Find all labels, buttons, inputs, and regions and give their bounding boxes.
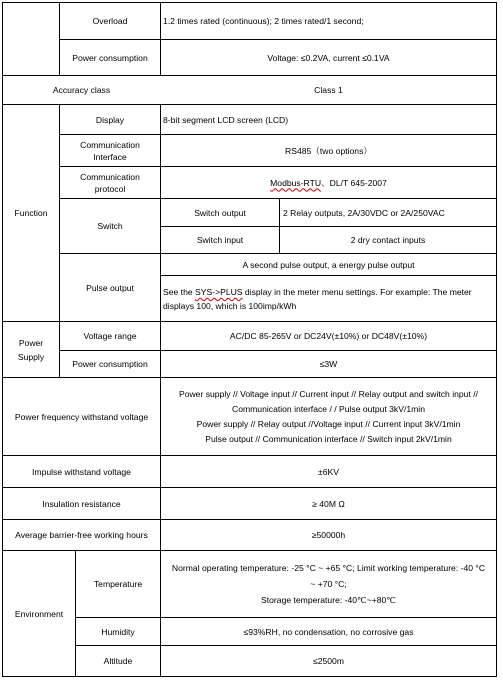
- overload-value: 1.2 times rated (continuous); 2 times rated/1 second;: [163, 16, 364, 26]
- altitude-value: ≤2500m: [313, 656, 344, 666]
- temperature-label: Temperature: [93, 579, 143, 589]
- environment-label: Environment: [14, 608, 64, 619]
- pulse-text-c: display in the meter menu settings. For example: The meter: [242, 287, 472, 297]
- switch-output-label: Switch output: [194, 207, 246, 218]
- table-border-bottom: [2, 676, 497, 677]
- switch-input-value: 2 dry contact inputs: [350, 235, 426, 245]
- switch-input-label: Switch input: [196, 235, 244, 245]
- function-label: Function: [14, 208, 48, 218]
- display-value: 8-bit segment LCD screen (LCD): [163, 114, 289, 125]
- display-label: Display: [95, 114, 125, 125]
- comm-interface-label-line2: Interface: [93, 151, 127, 162]
- power-supply-label: [3, 322, 59, 377]
- accuracy-class-value: Class 1: [314, 85, 343, 95]
- pulse-output-value-2: [161, 276, 494, 321]
- dlt-text: 、DL/T 645-2007: [321, 177, 387, 188]
- mtbf-value: ≥50000h: [311, 530, 346, 540]
- mtbf-label: Average barrier-free working hours: [15, 530, 148, 540]
- temperature-line-3: Storage temperature: -40℃~+80℃: [261, 595, 396, 605]
- switch-label: Switch: [97, 221, 123, 231]
- power-supply-label-line2: Supply: [17, 351, 45, 362]
- switch-output-value: 2 Relay outputs, 2A/30VDC or 2A/250VAC: [283, 207, 445, 218]
- pf-withstand-line-1: Power supply // Voltage input // Current input // Relay output and switch input //: [178, 388, 479, 399]
- comm-protocol-label-line1: Communication: [80, 171, 140, 182]
- power-supply-label-line1: Power: [18, 337, 44, 348]
- pf-withstand-line-4: Pulse output // Communication interface // Switch input 2kV/1min: [205, 433, 452, 444]
- power-consumption-supply-label: Power consumption: [72, 359, 148, 369]
- comm-interface-value: RS485（two options）: [285, 145, 372, 156]
- modbus-text: Modbus-RTU: [270, 177, 322, 188]
- temperature-line-2: ~ +70 °C;: [310, 579, 347, 589]
- comm-protocol-label-line2: protocol: [94, 183, 126, 194]
- power-consumption-label: Power consumption: [72, 52, 148, 63]
- pulse-text-a: See the: [163, 287, 196, 297]
- altitude-label: Altitude: [103, 656, 133, 666]
- comm-protocol-value: [161, 167, 496, 198]
- comm-protocol-label: [60, 167, 160, 198]
- humidity-label: Humidity: [101, 626, 135, 637]
- temperature-line-1: Normal operating temperature: -25 °C ~ +65 °C; Limit working temperature: -40 °C: [171, 563, 486, 573]
- pf-withstand-value: [161, 378, 496, 455]
- comm-interface-label: [60, 135, 160, 166]
- voltage-range-label: Voltage range: [83, 331, 137, 341]
- pf-withstand-line-3: Power supply // Relay output //Voltage input // Current input 3kV/1min: [196, 418, 461, 429]
- temperature-value: [161, 551, 496, 617]
- impulse-value: ±6KV: [318, 466, 339, 477]
- insulation-value: ≥ 40M Ω: [312, 498, 345, 509]
- accuracy-class-label: Accuracy class: [52, 85, 111, 95]
- humidity-value: ≤93%RH, no condensation, no corrosive gas: [243, 626, 414, 637]
- overload-label: Overload: [92, 16, 128, 26]
- sys-plus-text: SYS->PLUS: [195, 287, 243, 297]
- pulse-output-value-1: A second pulse output, a energy pulse output: [242, 259, 415, 270]
- power-consumption-value: Voltage: ≤0.2VA, current ≤0.1VA: [267, 52, 390, 63]
- impulse-label: Impulse withstand voltage: [32, 466, 131, 477]
- table-border-right: [496, 2, 497, 677]
- power-consumption-supply-value: ≤3W: [319, 359, 338, 369]
- pulse-output-label: Pulse output: [86, 282, 134, 293]
- pf-withstand-line-2: Communication interface / / Pulse output 3kV/1min: [232, 403, 425, 414]
- pulse-text-d: displays 100, which is 100imp/kWh: [163, 301, 297, 311]
- insulation-label: Insulation resistance: [42, 498, 121, 509]
- pf-withstand-label: Power frequency withstand voltage: [14, 411, 149, 422]
- comm-interface-label-line1: Communication: [80, 139, 140, 150]
- voltage-range-value: AC/DC 85-265V or DC24V(±10%) or DC48V(±10%): [229, 331, 428, 341]
